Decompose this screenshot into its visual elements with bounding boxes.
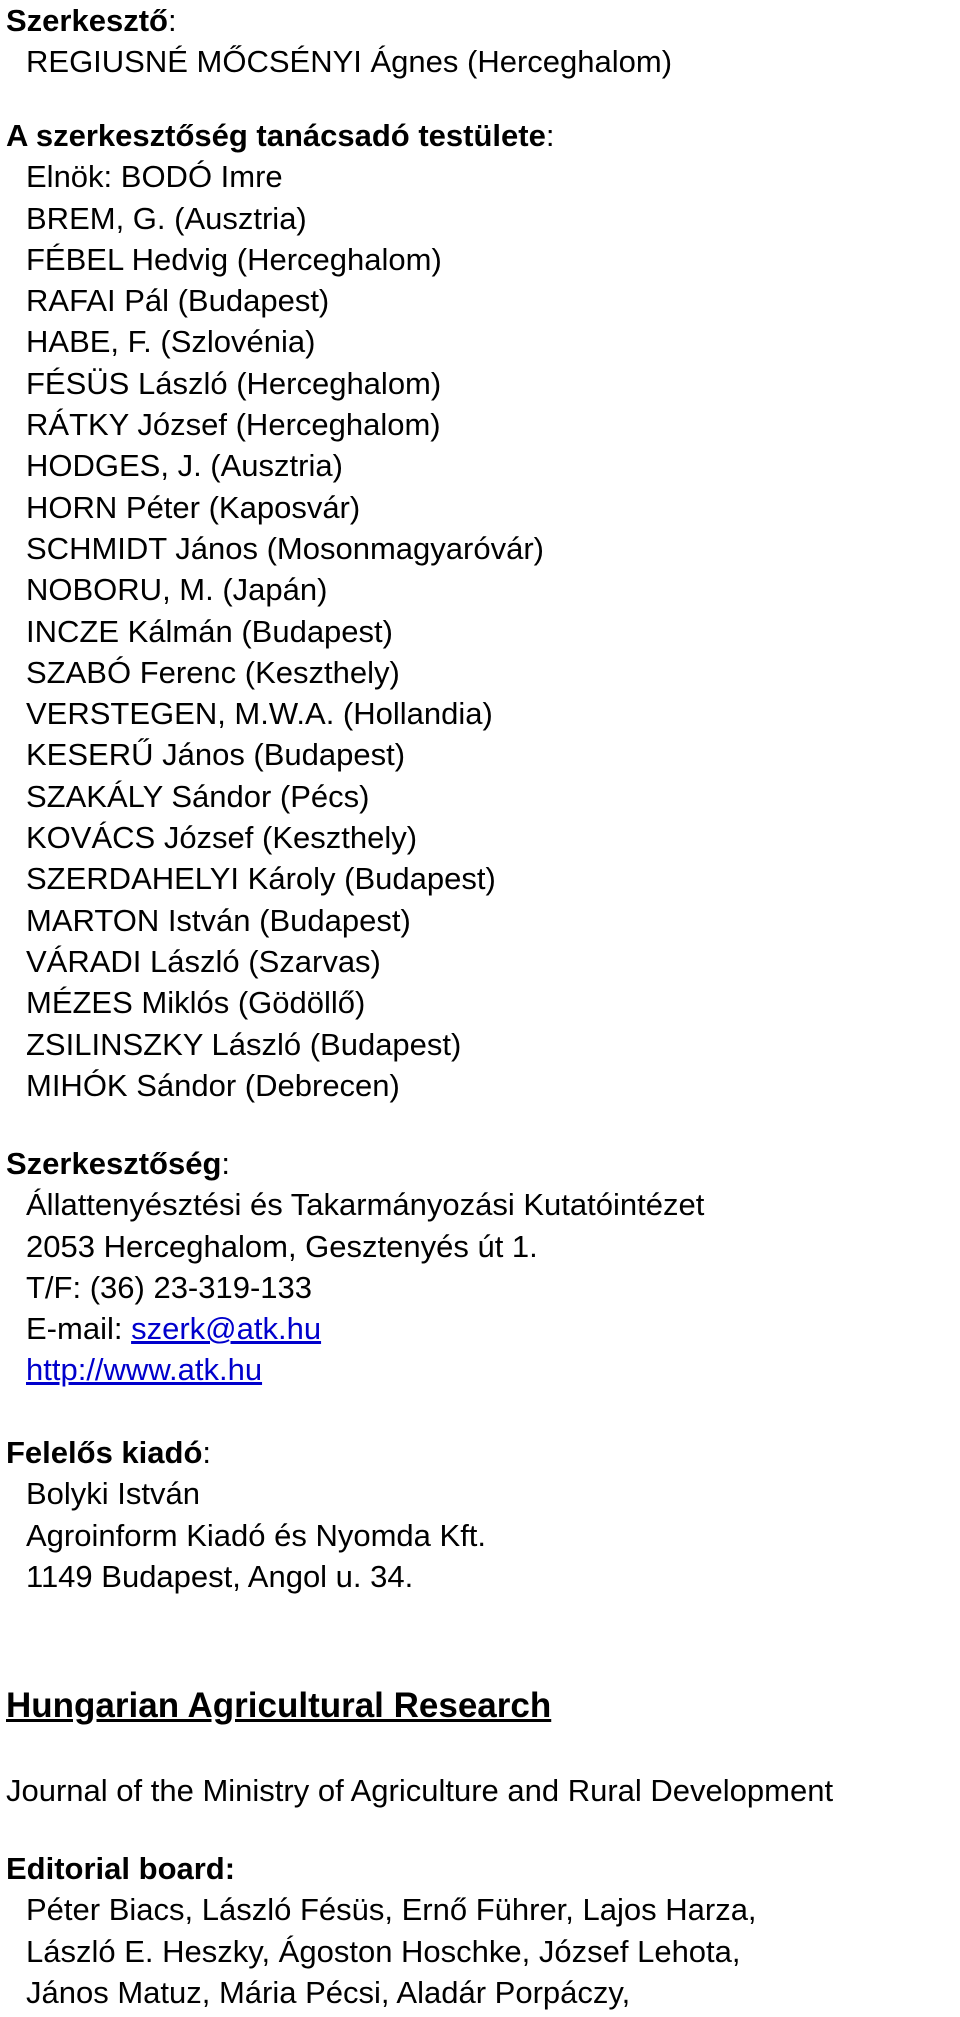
advisory-board-member: VERSTEGEN, M.W.A. (Hollandia) [26, 696, 493, 732]
editorial-office-section [0, 1143, 960, 1391]
advisory-board-member: FÉSÜS László (Herceghalom) [26, 365, 442, 401]
advisory-board-member: Elnök: BODÓ Imre [26, 159, 283, 195]
advisory-board-member: BREM, G. (Ausztria) [26, 200, 307, 236]
publisher-section [0, 1432, 960, 1597]
editorial-office-heading-colon: : [221, 1146, 231, 1181]
advisory-board-member: MÉZES Miklós (Gödöllő) [26, 985, 366, 1021]
advisory-board-member: ZSILINSZKY László (Budapest) [26, 1026, 462, 1062]
publisher-name: Bolyki István [26, 1476, 201, 1512]
editor-name: REGIUSNÉ MŐCSÉNYI Ágnes (Herceghalom) [26, 44, 673, 80]
advisory-board-member: MARTON István (Budapest) [26, 902, 411, 938]
advisory-board-heading-colon: : [545, 118, 555, 153]
advisory-board-member: FÉBEL Hedvig (Herceghalom) [26, 241, 442, 277]
advisory-board-member: RÁTKY József (Herceghalom) [26, 407, 441, 443]
publisher-company: Agroinform Kiadó és Nyomda Kft. [26, 1517, 487, 1553]
institute-name: Állattenyésztési és Takarmányozási Kutatóintézet [26, 1187, 705, 1223]
advisory-board-member: SCHMIDT János (Mosonmagyaróvár) [26, 530, 544, 566]
advisory-board-member: SZAKÁLY Sándor (Pécs) [26, 778, 370, 814]
advisory-board-member: KESERŰ János (Budapest) [26, 737, 406, 773]
editorial-board-heading: Editorial board: [6, 1851, 236, 1886]
email-label: E-mail: [26, 1311, 132, 1347]
website-link[interactable]: http://www.atk.hu [26, 1352, 263, 1388]
publisher-heading [0, 1432, 960, 1473]
editor-heading-colon: : [167, 3, 177, 38]
editorial-board-line: Péter Biacs, László Fésüs, Ernő Führer, Lajos Harza, [26, 1892, 757, 1928]
advisory-board-member: RAFAI Pál (Budapest) [26, 283, 330, 319]
publisher-heading-colon: : [202, 1435, 212, 1470]
advisory-board-heading [0, 115, 960, 156]
office-address: 2053 Herceghalom, Gesztenyés út 1. [26, 1228, 538, 1264]
editorial-office-heading [0, 1143, 960, 1184]
editor-heading-text: Szerkesztő [6, 3, 168, 38]
office-website [0, 1349, 960, 1390]
advisory-board-member: SZERDAHELYI Károly (Budapest) [26, 861, 496, 897]
editorial-board-line: László E. Heszky, Ágoston Hoschke, József Lehota, [26, 1933, 741, 1969]
email-link[interactable]: szerk@atk.hu [131, 1311, 322, 1347]
publisher-heading-text: Felelős kiadó [6, 1435, 203, 1470]
advisory-board-member: HABE, F. (Szlovénia) [26, 324, 316, 360]
advisory-board-member: HORN Péter (Kaposvár) [26, 489, 361, 525]
editorial-board-section [0, 1848, 960, 2013]
advisory-board-member: NOBORU, M. (Japán) [26, 572, 328, 608]
advisory-board-section [0, 115, 960, 1106]
advisory-board-member: VÁRADI László (Szarvas) [26, 943, 381, 979]
editor-heading [0, 0, 960, 41]
editorial-office-heading-text: Szerkesztőség [6, 1146, 222, 1181]
advisory-board-member: MIHÓK Sándor (Debrecen) [26, 1067, 400, 1103]
editorial-board-line: János Matuz, Mária Pécsi, Aladár Porpáczy, [26, 1974, 631, 2010]
journal-title: Hungarian Agricultural Research [6, 1686, 552, 1725]
publisher-address: 1149 Budapest, Angol u. 34. [26, 1558, 414, 1594]
office-email [0, 1308, 960, 1349]
editor-section [0, 0, 960, 83]
journal-subtitle: Journal of the Ministry of Agriculture and Rural Development [6, 1773, 834, 1808]
advisory-board-member: INCZE Kálmán (Budapest) [26, 613, 393, 649]
advisory-board-member: KOVÁCS József (Keszthely) [26, 820, 418, 856]
advisory-board-member: HODGES, J. (Ausztria) [26, 448, 343, 484]
office-phone: T/F: (36) 23-319-133 [26, 1269, 313, 1305]
advisory-board-member: SZABÓ Ferenc (Keszthely) [26, 654, 400, 690]
advisory-board-heading-text: A szerkesztőség tanácsadó testülete [6, 118, 546, 153]
